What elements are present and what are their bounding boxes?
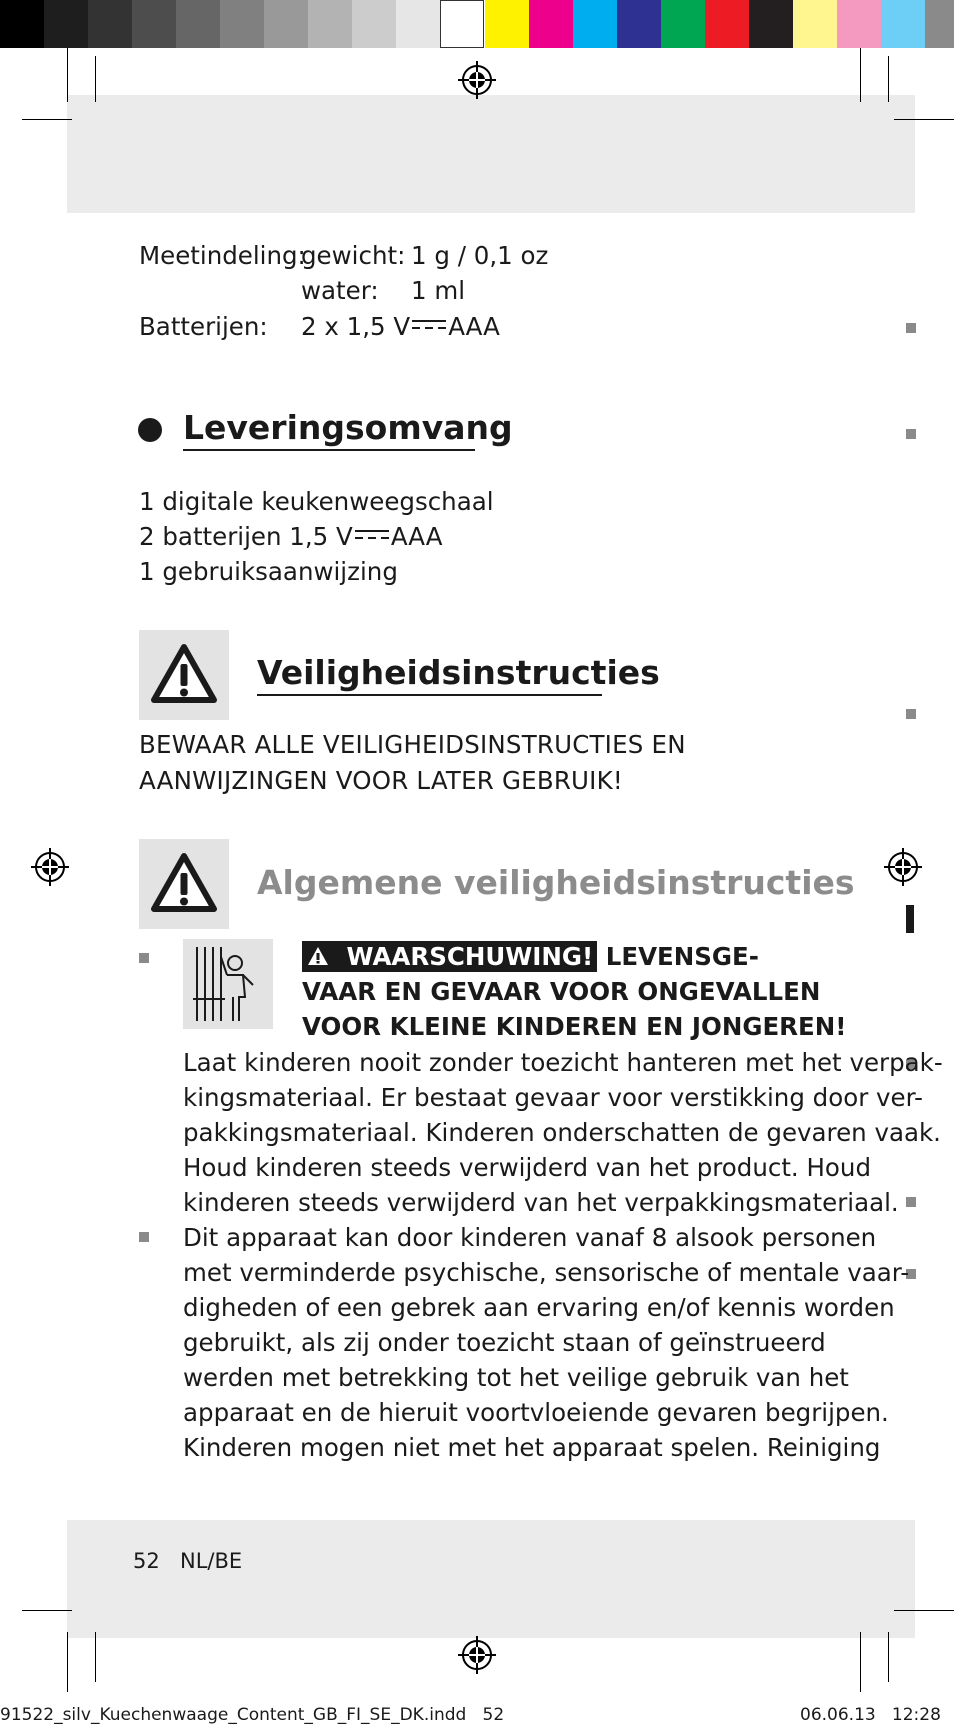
paragraph-line: Kinderen mogen niet met het apparaat spelen. Reiniging: [183, 1433, 881, 1462]
warning-heading-line3: VOOR KLEINE KINDEREN EN JONGEREN!: [302, 1012, 847, 1041]
bullet-square-icon: [139, 1232, 149, 1242]
warning-triangle-icon: [139, 630, 229, 720]
spec-gewicht-value: 1 g / 0,1 oz: [411, 241, 549, 270]
heading-underline: [257, 694, 602, 696]
heading-underline: [183, 449, 475, 451]
bleed-bullet: [906, 429, 916, 439]
bleed-bullet: [906, 1197, 916, 1207]
process-color-swatch: [661, 0, 705, 48]
list-item: 1 gebruiksaanwijzing: [139, 557, 398, 586]
section-heading-algemene: Algemene veiligheidsinstructies: [257, 863, 855, 902]
section-heading-levering: Leveringsomvang: [183, 408, 513, 447]
spec-batt-label: Batterijen:: [139, 312, 268, 341]
section-heading-veiligheid: Veiligheidsinstructies: [257, 653, 660, 692]
registration-mark-top: [458, 61, 496, 99]
process-color-swatch: [881, 0, 925, 48]
list-item: 1 digitale keukenweegschaal: [139, 487, 494, 516]
bleed-glyph: [906, 905, 914, 933]
warning-box: [139, 839, 229, 929]
process-color-swatch: [705, 0, 749, 48]
header-band: [67, 95, 915, 213]
bleed-bullet: [906, 323, 916, 333]
warning-box: [139, 630, 229, 720]
paragraph-line: kingsmateriaal. Er bestaat gevaar voor verstikking door ver-: [183, 1083, 923, 1112]
list-item: 2 batterijen 1,5 V AAA: [139, 522, 443, 551]
registration-mark-right: [884, 848, 922, 886]
paragraph-line: kinderen steeds verwijderd van het verpakkingsmateriaal.: [183, 1188, 899, 1217]
registration-mark-bottom: [458, 1636, 496, 1674]
bullet-dot-icon: [138, 418, 162, 442]
dc-symbol-icon: [412, 318, 446, 332]
process-color-swatch: [617, 0, 661, 48]
footer-band: [67, 1520, 915, 1638]
grayscale-swatch: [44, 0, 88, 48]
paragraph-line: met verminderde psychische, sensorische of mentale vaar-: [183, 1258, 910, 1287]
spec-gewicht-label: gewicht:: [301, 241, 406, 270]
page-language: NL/BE: [180, 1549, 243, 1573]
spec-water-label: water:: [301, 276, 379, 305]
notice-line: AANWIJZINGEN VOOR LATER GEBRUIK!: [139, 766, 623, 795]
grayscale-swatch: [0, 0, 44, 48]
grayscale-swatch: [88, 0, 132, 48]
process-color-swatch: [573, 0, 617, 48]
grayscale-swatch: [132, 0, 176, 48]
grayscale-swatch: [220, 0, 264, 48]
page-number: 52: [133, 1549, 160, 1573]
bleed-bullet: [906, 709, 916, 719]
process-color-swatch: [793, 0, 837, 48]
warning-heading-line1: WAARSCHUWING! LEVENSGE-: [302, 939, 759, 974]
paragraph-line: pakkingsmateriaal. Kinderen onderschatten de gevaren vaak.: [183, 1118, 941, 1147]
grayscale-swatch: [264, 0, 308, 48]
paragraph-line: gebruikt, als zij onder toezicht staan of geïnstrueerd: [183, 1328, 826, 1357]
slug-filename: 91522_silv_Kuechenwaage_Content_GB_FI_SE_DK.indd 52: [0, 1705, 505, 1725]
grayscale-swatch: [352, 0, 396, 48]
registration-mark-left: [31, 848, 69, 886]
paragraph-line: apparaat en de hieruit voortvloeiende gevaren begrijpen.: [183, 1398, 889, 1427]
spec-meet-label: Meetindeling:: [139, 241, 306, 270]
warning-label-box: WAARSCHUWING!: [302, 941, 597, 972]
child-danger-icon: [183, 939, 273, 1029]
grayscale-swatch: [308, 0, 352, 48]
child-pictogram: [183, 939, 273, 1029]
paragraph-line: werden met betrekking tot het veilige gebruik van het: [183, 1363, 849, 1392]
process-color-swatch: [749, 0, 793, 48]
paragraph-line: Dit apparaat kan door kinderen vanaf 8 alsook personen: [183, 1223, 877, 1252]
process-color-swatch: [529, 0, 573, 48]
paragraph-line: digheden of een gebrek aan ervaring en/of kennis worden: [183, 1293, 895, 1322]
warning-triangle-icon: [139, 839, 229, 929]
spec-batt-value: 2 x 1,5 V AAA: [301, 312, 500, 341]
grayscale-swatch: [396, 0, 440, 48]
dc-symbol-icon: [355, 528, 389, 542]
paragraph-line: Houd kinderen steeds verwijderd van het product. Houd: [183, 1153, 871, 1182]
spec-water-value: 1 ml: [411, 276, 466, 305]
warning-triangle-icon: [306, 945, 330, 967]
process-color-swatch: [485, 0, 529, 48]
process-color-swatch: [837, 0, 881, 48]
paragraph-line: Laat kinderen nooit zonder toezicht hanteren met het verpak-: [183, 1048, 943, 1077]
grayscale-swatch: [176, 0, 220, 48]
notice-line: BEWAAR ALLE VEILIGHEIDSINSTRUCTIES EN: [139, 730, 686, 759]
warning-heading-line2: VAAR EN GEVAAR VOOR ONGEVALLEN: [302, 977, 821, 1006]
bullet-square-icon: [139, 953, 149, 963]
process-color-swatch: [925, 0, 954, 48]
grayscale-swatch: [440, 0, 484, 48]
slug-date: 06.06.13 12:28: [800, 1705, 941, 1725]
